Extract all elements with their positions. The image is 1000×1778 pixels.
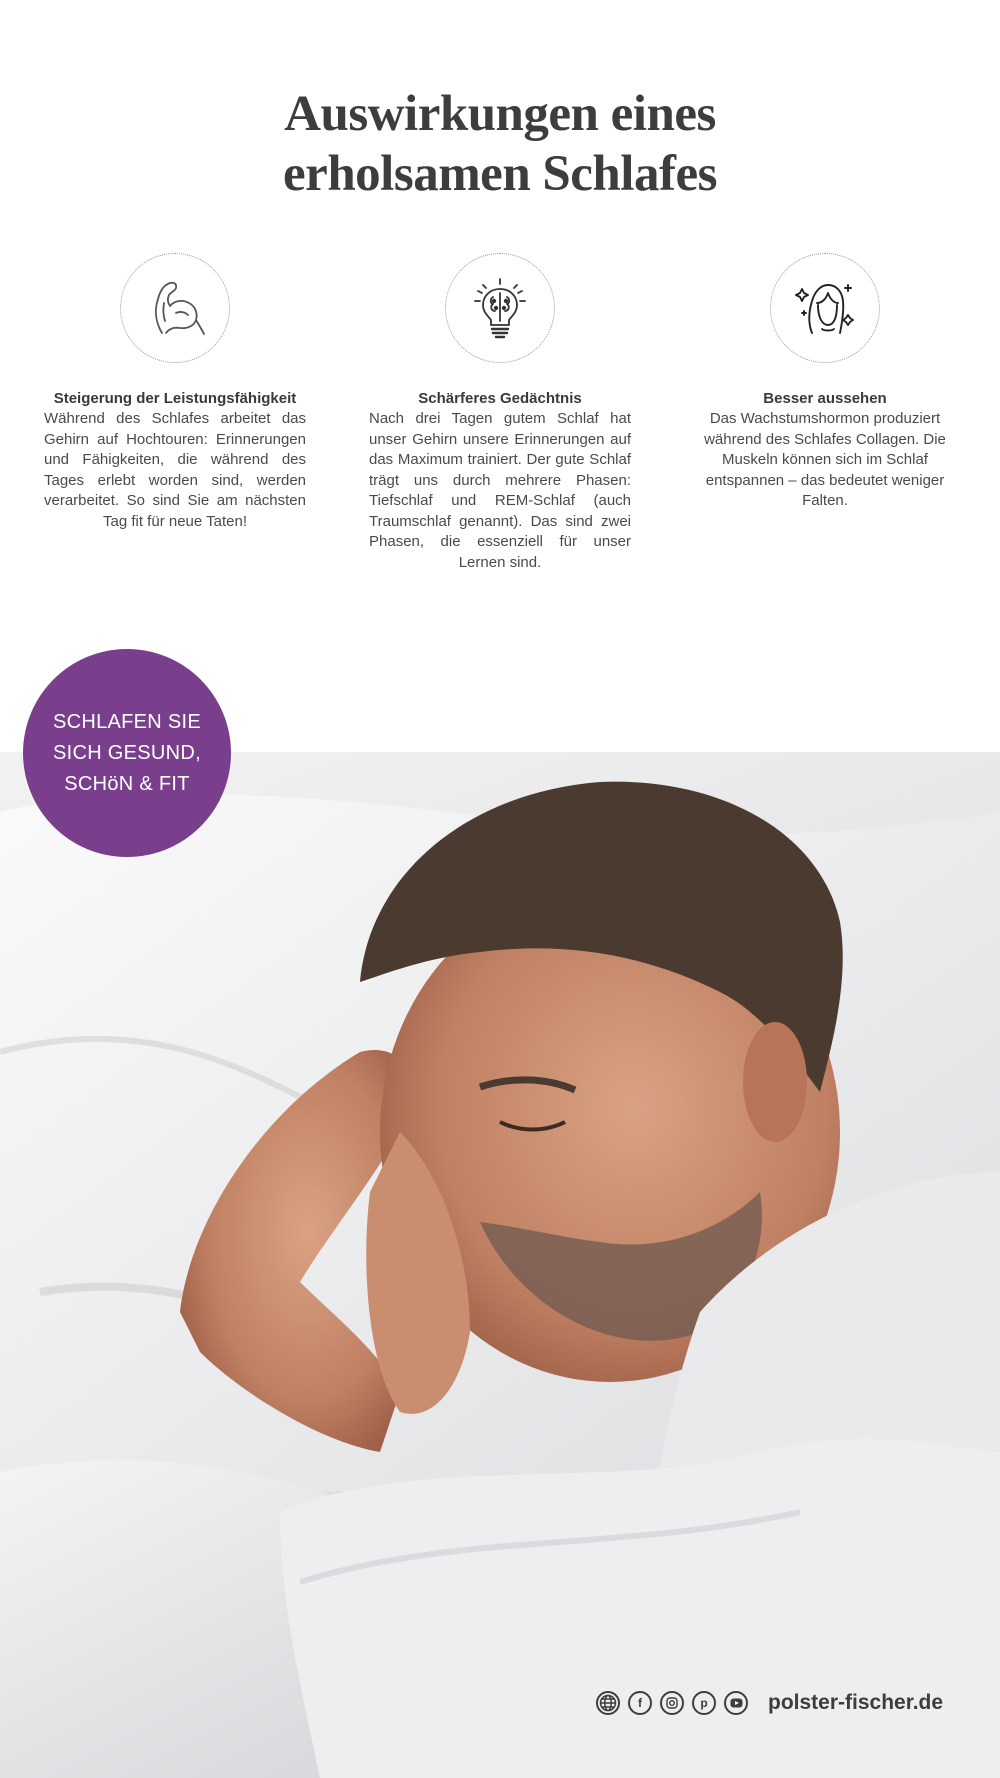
flexed-arm-icon xyxy=(140,273,210,343)
website-link[interactable]: polster-fischer.de xyxy=(768,1691,944,1714)
feature-text: Während des Schlafes arbeitet das Gehirn auf Hochtouren: Erinnerungen und Fähigkeiten, die während des Tages erlebt worden sind, werden verarbeitet. So sind Sie am nächsten Tag fit für neue Taten! xyxy=(44,410,306,530)
pinterest-icon[interactable]: p xyxy=(692,1691,716,1715)
badge-line-1: SCHLAFEN SIE xyxy=(52,710,202,733)
facebook-icon[interactable]: f xyxy=(628,1691,652,1715)
feature-heading: Schärferes Gedächtnis xyxy=(418,390,582,407)
globe-icon[interactable] xyxy=(596,1691,620,1715)
feature-performance xyxy=(44,253,306,532)
feature-text: Das Wachstumshormon produziert während des Schlafes Collagen. Die Muskeln können sich im Schlaf entspannen – das bedeutet weniger Falten. xyxy=(704,410,946,509)
brain-lightbulb-icon xyxy=(463,271,537,345)
feature-heading: Besser aussehen xyxy=(763,390,887,407)
feature-appearance xyxy=(694,253,956,512)
feature-heading: Steigerung der Leistungsfähigkeit xyxy=(53,390,297,407)
title-line-1: Auswirkungen eines xyxy=(284,86,716,142)
title-line-2: erholsamen Schlafes xyxy=(283,146,717,202)
feature-icon-circle xyxy=(770,253,880,363)
page-title xyxy=(0,84,1000,204)
feature-icon-circle xyxy=(445,253,555,363)
feature-memory xyxy=(369,253,631,573)
woman-face-sparkle-icon xyxy=(790,273,860,343)
footer-social-bar xyxy=(596,1688,943,1718)
photo-illustration xyxy=(0,752,1000,1778)
badge-line-3: SCHöN & FIT xyxy=(64,772,190,795)
feature-text: Nach drei Tagen gutem Schlaf hat unser Gehirn unsere Erinnerungen auf das Maximum trainiert. Der gute Schlaf trägt uns durch mehrere Phasen: Tiefschlaf und REM-Schlaf (auch Traumschlaf genannt). Das sind zwei Phasen, die essenziell für unser Lernen sind. xyxy=(369,410,631,571)
feature-icon-circle xyxy=(120,253,230,363)
youtube-icon[interactable] xyxy=(724,1691,748,1715)
instagram-icon[interactable] xyxy=(660,1691,684,1715)
badge-line-2: SICH GESUND, xyxy=(52,741,202,764)
slogan-badge xyxy=(23,649,231,857)
sleeping-man-photo xyxy=(0,752,1000,1778)
